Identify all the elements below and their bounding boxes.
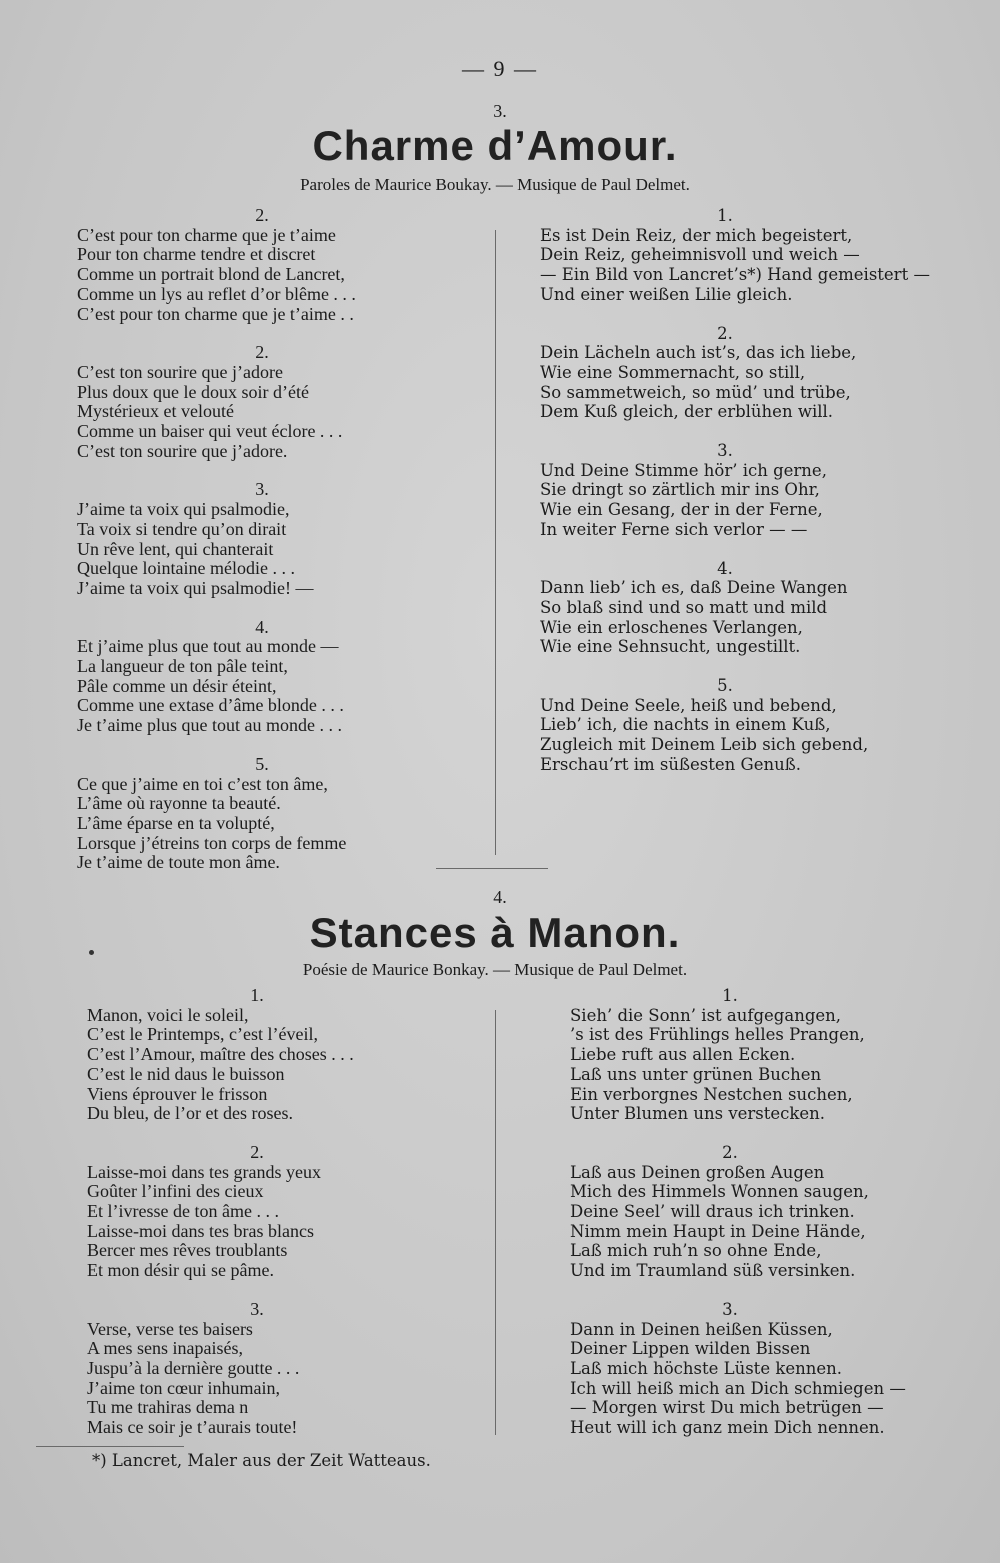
stanza-number: 4. [717,558,733,578]
stanza-number: 5. [255,753,269,774]
stanza [77,343,447,461]
section-divider [436,868,548,869]
verse-line: Unter Blumen uns verstecken. [570,1104,826,1124]
verse-line: Nimm mein Haupt in Deine Hände, [570,1221,866,1241]
stanza [77,206,447,324]
stanza [540,206,960,305]
verse-line: Quelque lointaine mélodie . . . [77,558,295,579]
verse-line: Liebe ruft aus allen Ecken. [570,1045,796,1065]
verse-line: Wie ein erloschenes Verlangen, [540,617,803,637]
verse-line: Deine Seel’ will draus ich trinken. [570,1202,855,1222]
stanza-number: 1. [722,986,738,1005]
verse-line: So blaß sind und so matt und mild [540,597,828,617]
verse-line: C’est ton sourire que j’adore. [77,440,288,461]
verse-line: Ta voix si tendre qu’on dirait [77,518,287,539]
verse-line: Es ist Dein Reiz, der mich begeistert, [540,225,853,245]
stanza-number: 3. [255,479,269,500]
verse-line: Deiner Lippen wilden Bissen [570,1339,811,1359]
verse-line: Et l’ivresse de ton âme . . . [87,1201,279,1222]
verse-line: — Ein Bild von Lancret’s*) Hand gemeistert — [540,265,930,285]
stanza [77,480,447,598]
verse-line: L’âme éparse en ta volupté, [77,812,275,833]
stanza-number: 3. [717,441,733,461]
stanza [570,1143,970,1281]
verse-line: Mich des Himmels Wonnen saugen, [570,1182,869,1202]
verse-line: Du bleu, de l’or et des roses. [87,1103,293,1124]
verse-line: In weiter Ferne sich verlor — — [540,519,808,539]
song1-title: Charme d’Amour. [312,122,678,169]
verse-line: Und einer weißen Lilie gleich. [540,284,793,304]
verse-line: So sammetweich, so müd’ und trübe, [540,382,851,402]
stanza [540,441,960,540]
stanza-number: 2. [722,1142,738,1162]
stanza-number: 3. [722,1299,738,1319]
verse-line: ’s ist des Frühlings helles Prangen, [570,1025,865,1045]
verse-line: Sieh’ die Sonn’ ist aufgegangen, [570,1005,842,1025]
verse-line: Comme une extase d’âme blonde . . . [77,695,344,716]
page-number: — 9 — [462,56,538,81]
verse-line: Dann in Deinen heißen Küssen, [570,1319,833,1339]
footnote: *) Lancret, Maler aus der Zeit Watteaus. [92,1451,431,1470]
stanza-number: 3. [250,1298,264,1319]
verse-line: Und Deine Seele, heiß und bebend, [540,695,837,715]
verse-line: Laß mich ruh’n so ohne Ende, [570,1241,822,1261]
stanza-number: 4. [255,616,269,637]
verse-line: Dem Kuß gleich, der erblühen will. [540,402,834,422]
song2-french-text [87,986,457,1457]
stanza-number: 2. [717,323,733,343]
stanza [570,986,970,1124]
verse-line: Comme un portrait blond de Lancret, [77,264,345,285]
verse-line: C’est le Printemps, c’est l’éveil, [87,1024,318,1045]
song2-number: 4. [493,887,507,907]
verse-line: Juspu’à la dernière goutte . . . [87,1357,300,1378]
stanza [540,324,960,423]
verse-line: J’aime ta voix qui psalmodie! — [77,577,314,598]
stanza [540,559,960,658]
verse-line: Ce que j’aime en toi c’est ton âme, [77,773,328,794]
verse-line: — Morgen wirst Du mich betrügen — [570,1398,884,1418]
verse-line: C’est pour ton charme que je t’aime . . [77,303,354,324]
verse-line: Manon, voici le soleil, [87,1004,249,1025]
verse-line: Lieb’ ich, die nachts in einem Kuß, [540,715,831,735]
verse-line: Pâle comme un désir éteint, [77,675,277,696]
song2-column-divider [495,1010,496,1435]
song2-title: Stances à Manon. [309,909,681,956]
song1-credits: Paroles de Maurice Boukay. — Musique de Paul Delmet. [300,175,690,194]
stanza-number: 1. [250,985,264,1005]
verse-line: Ein verborgnes Nestchen suchen, [570,1084,853,1104]
verse-line: Dann lieb’ ich es, daß Deine Wangen [540,578,848,598]
verse-line: Wie eine Sehnsucht, ungestillt. [540,637,801,657]
verse-line: Et mon désir qui se pâme. [87,1260,274,1281]
verse-line: Laß uns unter grünen Buchen [570,1064,822,1084]
verse-line: Et j’aime plus que tout au monde — [77,636,339,657]
verse-line: C’est le nid daus le buisson [87,1063,285,1084]
song1-column-divider [495,230,496,855]
verse-line: Ich will heiß mich an Dich schmiegen — [570,1378,906,1398]
verse-line: Erschau’rt im süßesten Genuß. [540,754,801,774]
verse-line: Un rêve lent, qui chanterait [77,538,274,559]
verse-line: Pour ton charme tendre et discret [77,244,316,265]
song1-french-text [77,206,447,892]
verse-line: Comme un lys au reflet d’or blême . . . [77,283,356,304]
verse-line: Tu me trahiras dema n [87,1397,249,1418]
stanza [87,1300,457,1438]
verse-line: La langueur de ton pâle teint, [77,656,288,677]
stanza [540,676,960,775]
stanza-number: 2. [250,1141,264,1162]
verse-line: Je t’aime plus que tout au monde . . . [77,715,342,736]
verse-line: Mystérieux et velouté [77,401,234,422]
verse-line: J’aime ta voix qui psalmodie, [77,499,290,520]
verse-line: Laß mich höchste Lüste kennen. [570,1358,842,1378]
stanza-number: 1. [717,206,733,225]
verse-line: Laß aus Deinen großen Augen [570,1162,825,1182]
verse-line: Heut will ich ganz mein Dich nennen. [570,1418,885,1438]
verse-line: C’est ton sourire que j’adore [77,361,283,382]
verse-line: Dein Lächeln auch ist’s, das ich liebe, [540,343,857,363]
verse-line: C’est l’Amour, maître des choses . . . [87,1044,354,1065]
verse-line: Verse, verse tes baisers [87,1318,253,1339]
verse-line: Und Deine Stimme hör’ ich gerne, [540,460,827,480]
stanza [87,1143,457,1281]
song1-number: 3. [493,101,507,121]
verse-line: L’âme où rayonne ta beauté. [77,793,281,814]
song2-german-text [570,986,970,1457]
footnote-rule [36,1446,184,1447]
stanza-number: 5. [717,676,733,696]
verse-line: Laisse-moi dans tes grands yeux [87,1161,321,1182]
verse-line: Plus doux que le doux soir d’été [77,381,309,402]
verse-line: A mes sens inapaisés, [87,1338,243,1359]
verse-line: Dein Reiz, geheimnisvoll und weich — [540,245,860,265]
verse-line: Und im Traumland süß versinken. [570,1261,856,1281]
verse-line: C’est pour ton charme que je t’aime [77,224,336,245]
stanza [77,755,447,873]
verse-line: Zugleich mit Deinem Leib sich gebend, [540,735,869,755]
stanza [77,618,447,736]
stanza-number: 2. [255,205,269,225]
verse-line: Bercer mes rêves troublants [87,1240,288,1261]
verse-line: Je t’aime de toute mon âme. [77,852,280,873]
verse-line: Comme un baiser qui veut éclore . . . [77,421,343,442]
verse-line: Sie dringt so zärtlich mir ins Ohr, [540,480,820,500]
verse-line: Mais ce soir je t’aurais toute! [87,1417,298,1438]
verse-line: Laisse-moi dans tes bras blancs [87,1220,314,1241]
verse-line: Wie ein Gesang, der in der Ferne, [540,500,823,520]
verse-line: Goûter l’infini des cieux [87,1181,264,1202]
verse-line: Lorsque j’étreins ton corps de femme [77,832,347,853]
verse-line: J’aime ton cœur inhumain, [87,1377,280,1398]
verse-line: Viens éprouver le frisson [87,1083,268,1104]
stanza [87,986,457,1124]
song1-german-text [540,206,960,794]
stanza [570,1300,970,1438]
stanza-number: 2. [255,342,269,363]
song2-credits: Poésie de Maurice Bonkay. — Musique de Paul Delmet. [302,960,688,979]
verse-line: Wie eine Sommernacht, so still, [540,362,806,382]
